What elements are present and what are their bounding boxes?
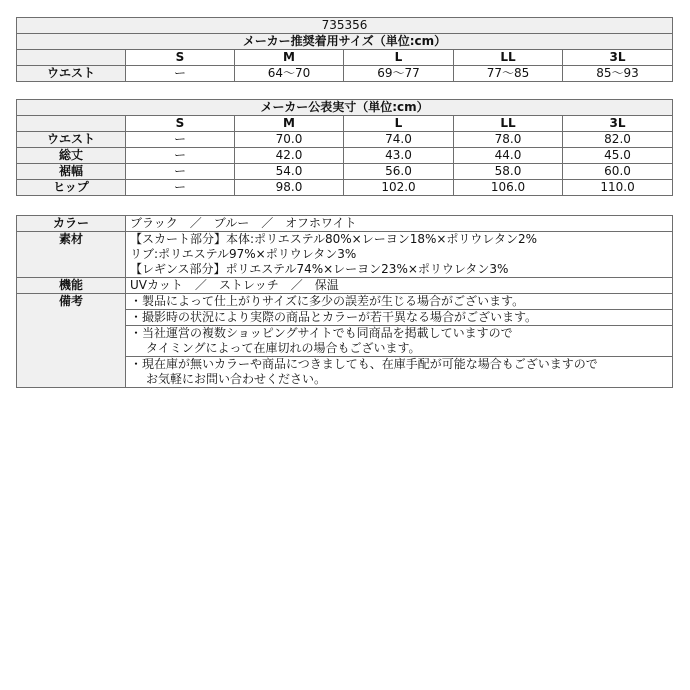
table-cell: 78.0 xyxy=(454,132,563,148)
measured-size-table xyxy=(16,99,673,196)
material-line: 【レギンス部分】ポリエステル74%×レーヨン23%×ポリウレタン3% xyxy=(130,262,509,276)
corner-cell xyxy=(17,50,126,66)
table-cell: 85〜93 xyxy=(563,66,673,82)
material-value xyxy=(126,232,673,278)
table-cell: 58.0 xyxy=(454,164,563,180)
function-label: 機能 xyxy=(17,278,126,294)
table-cell: 44.0 xyxy=(454,148,563,164)
table-cell: 56.0 xyxy=(344,164,454,180)
note-line: お気軽にお問い合わせください。 xyxy=(146,372,327,386)
size-header: S xyxy=(126,116,235,132)
note-item: ・撮影時の状況により実際の商品とカラーが若干異なる場合がございます。 xyxy=(126,310,672,326)
table-cell: ー xyxy=(126,132,235,148)
size-header: 3L xyxy=(563,50,673,66)
material-line: リブ:ポリエステル97%×ポリウレタン3% xyxy=(130,247,357,261)
table-cell: 42.0 xyxy=(235,148,344,164)
table-cell: 64〜70 xyxy=(235,66,344,82)
material-line: 【スカート部分】本体:ポリエステル80%×レーヨン18%×ポリウレタン2% xyxy=(130,232,537,246)
size-header: L xyxy=(344,116,454,132)
size-header: L xyxy=(344,50,454,66)
note-line: タイミングによって在庫切れの場合もございます。 xyxy=(146,341,421,355)
product-code: 735356 xyxy=(17,18,673,34)
row-label: ウエスト xyxy=(17,132,126,148)
color-value: ブラック ／ ブルー ／ オフホワイト xyxy=(126,216,673,232)
size-header: 3L xyxy=(563,116,673,132)
table-cell: 45.0 xyxy=(563,148,673,164)
table-cell: 43.0 xyxy=(344,148,454,164)
notes-value xyxy=(126,294,673,388)
table-cell: 106.0 xyxy=(454,180,563,196)
table-cell: 60.0 xyxy=(563,164,673,180)
measured-size-title: メーカー公表実寸（単位:cm） xyxy=(17,100,673,116)
size-header: LL xyxy=(454,50,563,66)
material-label: 素材 xyxy=(17,232,126,278)
table-cell: ー xyxy=(126,164,235,180)
function-value: UVカット ／ ストレッチ ／ 保温 xyxy=(126,278,673,294)
row-label: ヒップ xyxy=(17,180,126,196)
size-header: LL xyxy=(454,116,563,132)
note-item xyxy=(126,326,672,357)
recommended-size-title: メーカー推奨着用サイズ（単位:cm） xyxy=(17,34,673,50)
size-header: M xyxy=(235,50,344,66)
table-cell: 69〜77 xyxy=(344,66,454,82)
corner-cell xyxy=(17,116,126,132)
recommended-size-table xyxy=(16,17,673,82)
note-item: ・製品によって仕上がりサイズに多少の誤差が生じる場合がございます。 xyxy=(126,294,672,310)
color-label: カラー xyxy=(17,216,126,232)
row-label: 総丈 xyxy=(17,148,126,164)
note-line: ・現在庫が無いカラーや商品につきましても、在庫手配が可能な場合もございますので xyxy=(130,357,598,371)
note-line: ・当社運営の複数ショッピングサイトでも同商品を掲載していますので xyxy=(130,326,513,340)
size-header: M xyxy=(235,116,344,132)
table-cell: 82.0 xyxy=(563,132,673,148)
row-label: 裾幅 xyxy=(17,164,126,180)
table-cell: 74.0 xyxy=(344,132,454,148)
table-cell: 77〜85 xyxy=(454,66,563,82)
table-cell: ー xyxy=(126,180,235,196)
product-details-table xyxy=(16,215,673,388)
table-cell: ー xyxy=(126,148,235,164)
table-cell: 102.0 xyxy=(344,180,454,196)
table-cell: 98.0 xyxy=(235,180,344,196)
size-header: S xyxy=(126,50,235,66)
table-cell: 54.0 xyxy=(235,164,344,180)
table-cell: 110.0 xyxy=(563,180,673,196)
table-cell: ー xyxy=(126,66,235,82)
notes-label: 備考 xyxy=(17,294,126,388)
table-cell: 70.0 xyxy=(235,132,344,148)
row-label: ウエスト xyxy=(17,66,126,82)
note-item xyxy=(126,357,672,387)
